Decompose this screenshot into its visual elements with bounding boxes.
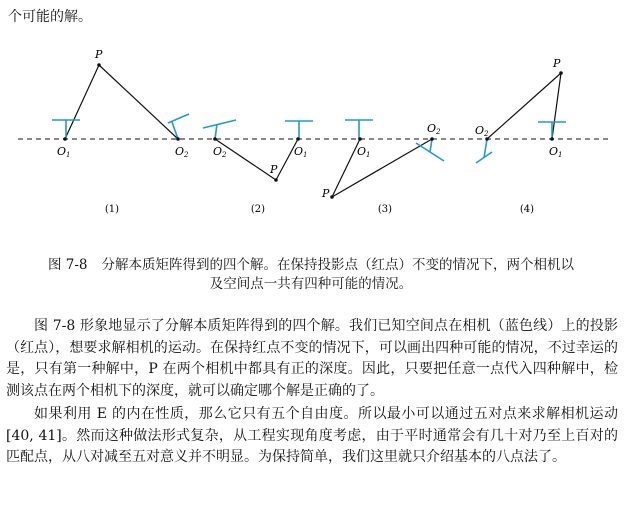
ray (99, 65, 178, 139)
camera-icon (538, 122, 566, 139)
ray (487, 73, 561, 139)
point-p (330, 195, 334, 199)
camera-center (430, 137, 434, 141)
panel-4 (475, 57, 566, 215)
camera-label: O1 (57, 145, 71, 159)
camera-icon (52, 120, 80, 139)
point-p (274, 178, 278, 182)
point-p (559, 71, 563, 75)
camera-center (358, 137, 362, 141)
camera-icon (476, 139, 492, 163)
camera-label: O2 (427, 122, 441, 136)
point-p-label: P (322, 187, 330, 200)
ray (552, 73, 561, 139)
camera-icon (416, 139, 444, 161)
camera-label: O2 (475, 124, 489, 138)
paragraph-1: 图 7-8 形象地显示了分解本质矩阵得到的四个解。我们已知空间点在相机（蓝色线）上的投影（红点），想要求解相机的运动。在保持红点不变的情况下，可以画出四种可能的情况，不过幸运的是，只有第一种解中，P 在两个相机中都具有正的深度。因此，只要把任意一点代入四种解中，检测该点在两个相机下的深度，就可以确定哪个解是正确的了。 (6, 318, 618, 399)
panel-label: (2) (250, 204, 266, 215)
camera-label: O1 (357, 145, 371, 159)
panel-1 (52, 48, 189, 215)
camera-center (176, 137, 180, 141)
camera-label: O2 (213, 145, 227, 159)
camera-icon (285, 121, 313, 139)
panel-3 (321, 120, 444, 215)
point-p (97, 63, 101, 67)
caption-line-2: 及空间点一共有四种可能的情况。 (209, 276, 413, 292)
camera-label: O1 (294, 145, 308, 159)
point-p-label: P (270, 163, 278, 176)
caption-line-1: 分解本质矩阵得到的四个解。在保持投影点（红点）不变的情况下，两个相机以 (101, 257, 575, 273)
ray (65, 65, 99, 139)
camera-label: O1 (549, 145, 563, 159)
camera-center (213, 137, 217, 141)
camera-icon (345, 120, 373, 139)
panel-label: (3) (377, 204, 393, 215)
panel-label: (4) (519, 204, 535, 215)
camera-icon (203, 120, 236, 139)
camera-center (63, 137, 67, 141)
paragraph-2: 如果利用 E 的内在性质，那么它只有五个自由度。所以最小可以通过五对点来求解相机运动 [40, 41]。然而这种做法形式复杂，从工程实现角度考虑，由于平时通常会有几十对乃至上百对的匹配点，从八对减至五对意义并不明显。为保持简单，我们这里就只介绍基本的八点法了。 (6, 406, 618, 465)
panel-2 (203, 120, 313, 215)
top-text-fragment: 个可能的解。 (8, 9, 92, 25)
figure-caption (6, 256, 616, 294)
panel-label: (1) (104, 204, 120, 215)
ray (332, 139, 432, 197)
essential-matrix-four-solutions-figure (0, 0, 627, 240)
camera-label: O2 (175, 145, 189, 159)
point-p-label: P (95, 48, 103, 61)
camera-icon (168, 114, 189, 139)
ray (215, 139, 276, 180)
point-p-label: P (553, 57, 561, 70)
figure-number: 图 7-8 (47, 257, 88, 273)
camera-center (296, 137, 300, 141)
camera-center (550, 137, 554, 141)
